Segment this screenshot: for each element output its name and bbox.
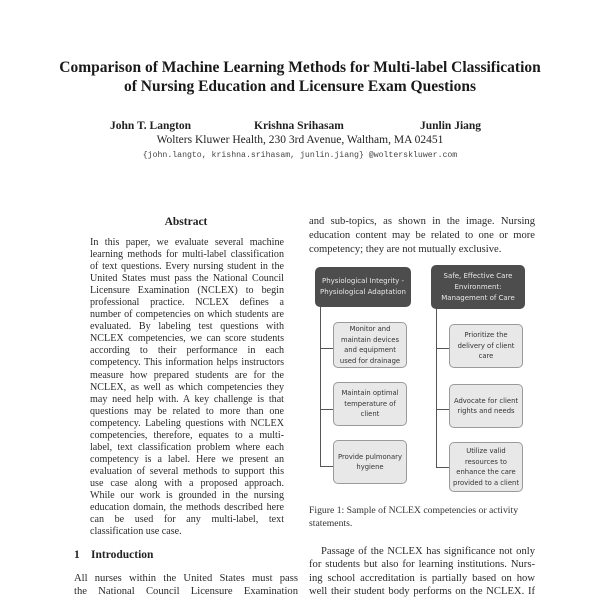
connector-line	[320, 348, 333, 349]
activity-statement-box: Utilize valid resources to enhance the care provided to a client	[449, 442, 523, 492]
connector-line	[436, 309, 437, 467]
activity-statement-box: Maintain optimal temperature of client	[333, 382, 407, 426]
text-line: education content may be related to one or more	[309, 229, 535, 241]
activity-statement-box: Monitor and maintain devices and equipment used for drainage	[333, 322, 407, 368]
author-name: Junlin Jiang	[420, 120, 482, 132]
affiliation: Wolters Kluwer Health, 230 3rd Avenue, Waltham, MA 02451	[156, 134, 444, 146]
section-title: Introduction	[91, 549, 154, 561]
author-emails: {john.langto, krishna.srihasam, junlin.jiang} @wolterskluwer.com	[142, 151, 458, 160]
figure-caption: Figure 1: Sample of NCLEX competencies or activity statements.	[309, 505, 519, 529]
right-column-paragraph	[309, 545, 535, 599]
introduction-text	[74, 572, 298, 599]
text-line: ing school accreditation is partially based on how	[309, 572, 535, 584]
text-line: All nurses within the United States must pass	[74, 573, 298, 584]
text-line: competency; they are not mutually exclusive.	[309, 243, 502, 255]
text-line: well their student body performs on the NCLEX. If	[309, 586, 535, 598]
figure-1-diagram	[305, 262, 545, 500]
paper-title	[40, 58, 560, 96]
text-line: the National Council Licensure Examination	[74, 586, 298, 598]
connector-line	[436, 348, 449, 349]
connector-line	[436, 467, 449, 468]
title-line-2: of Nursing Education and Licensure Exam Questions	[124, 78, 476, 95]
competency-header-box: Physiological Integrity - Physiological Adaptation	[315, 267, 411, 307]
author-name: Krishna Srihasam	[254, 120, 344, 132]
competency-header-box: Safe, Effective Care Environment: Management of Care	[431, 265, 525, 309]
author-name: John T. Langton	[110, 120, 192, 132]
right-column-text	[309, 215, 535, 256]
section-number: 1	[74, 549, 80, 561]
connector-line	[320, 409, 333, 410]
connector-line	[320, 307, 321, 467]
connector-line	[436, 409, 449, 410]
abstract-heading: Abstract	[164, 216, 208, 228]
activity-statement-box: Prioritize the delivery of client care	[449, 324, 523, 368]
text-line: and sub-topics, as shown in the image. Nursing	[309, 216, 535, 227]
abstract-text: In this paper, we evaluate several machine learning methods for multi-label classification of text questions. Every nursing student in the United States must pass the National Council Licensure Examination (NCLEX) to begin professional practice. NCLEX defines a number of competencies on which students are evaluated. By labeling test questions with NCLEX competencies, we can score students according to their performance in each competency. This information helps instructors measure how prepared students are for the NCLEX, as well as which competencies they may need help with. A key challenge is that questions may be related to more than one competency. Labeling questions with NCLEX competencies, therefore, equates to a multi-label, text classification problem where each competency is a label. Here we present an evaluation of several methods to support this use case along with a proposed approach. While our work is grounded in the nursing education domain, the methods described here can be used for any multi-label, text classification use case.	[90, 237, 284, 538]
activity-statement-box: Provide pulmonary hygiene	[333, 440, 407, 484]
text-line: Passage of the NCLEX has significance not only	[321, 546, 535, 557]
section-heading-introduction	[74, 549, 153, 561]
activity-statement-box: Advocate for client rights and needs	[449, 384, 523, 428]
text-line: for students but also for learning institutions. Nurs-	[309, 559, 535, 571]
title-line-1: Comparison of Machine Learning Methods for Multi-label Classification	[59, 59, 541, 76]
connector-line	[320, 466, 333, 467]
